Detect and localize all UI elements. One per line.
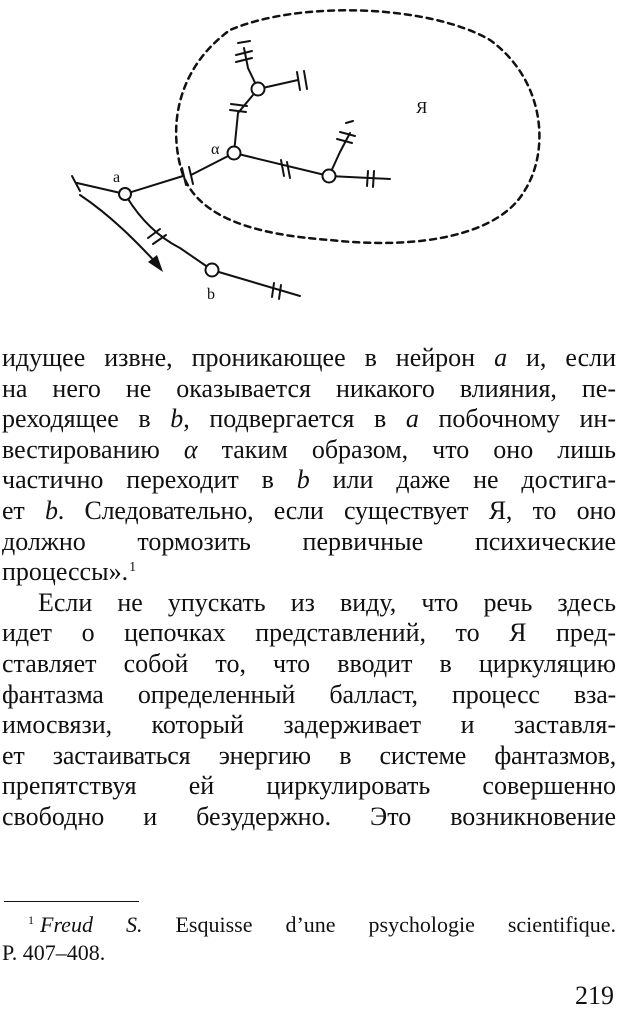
neuron-right <box>323 170 336 183</box>
text-line-14: ет застаиваться энергию в системе фантазмов, <box>2 740 616 770</box>
text-line-6: ет b. Следовательно, если существует Я, то оно <box>2 495 616 525</box>
label-a: a <box>113 169 121 186</box>
footnote-divider <box>4 901 139 902</box>
text-line-7: должно тормозить первичные психические <box>2 526 616 556</box>
neuron-alpha <box>228 147 241 160</box>
text-line-16: свободно и безудержно. Это возникновение <box>2 801 616 831</box>
body-text <box>2 343 616 833</box>
text-line-3: реходящее в b, подвергается в a побочному ин- <box>2 404 617 434</box>
footnote-line-2: P. 407–408. <box>2 940 106 965</box>
neuron-a <box>119 188 131 200</box>
neuron-diagram <box>0 0 620 330</box>
text-line-9: Если не упускать из виду, что речь здесь <box>38 587 616 617</box>
text-line-12: фантазма определенный балласт, процесс вза- <box>2 679 616 709</box>
text-line-1: идущее извне, проникающее в нейрон a и, если <box>2 343 617 372</box>
neuron-b <box>206 264 219 277</box>
text-line-15: препятствуя ей циркулировать совершенно <box>2 771 616 801</box>
footnote-marker: 1 <box>28 912 34 927</box>
text-line-8: процессы».$^1$ <box>2 557 137 587</box>
flow-arrow <box>80 195 160 267</box>
ego-boundary <box>176 10 539 243</box>
footnote-author: Freud S. <box>40 912 143 937</box>
neuron-upper <box>252 83 265 96</box>
label-ya: Я <box>416 98 428 117</box>
page-number: 219 <box>575 981 614 1010</box>
text-line-13: имосвязи, который задерживает и заставля- <box>2 710 616 740</box>
text-line-2: на него не оказывается никакого влияния, пе- <box>2 373 616 403</box>
label-b: b <box>207 286 215 303</box>
label-alpha: α <box>211 141 220 158</box>
text-line-4: вестированию α таким образом, что оно лишь <box>2 434 617 464</box>
footnote-line-1: $^1$ Freud S. Esquisse d’une psychologie scientifique. <box>28 912 616 937</box>
text-line-10: идет о цепочках представлений, то Я пред- <box>2 618 616 648</box>
text-line-11: ставляет собой то, что вводит в циркуляцию <box>2 648 616 678</box>
text-line-5: частично переходит в b или даже не достига- <box>2 465 616 495</box>
footnote <box>2 911 616 967</box>
footnote-ref[interactable]: 1 <box>129 559 137 575</box>
